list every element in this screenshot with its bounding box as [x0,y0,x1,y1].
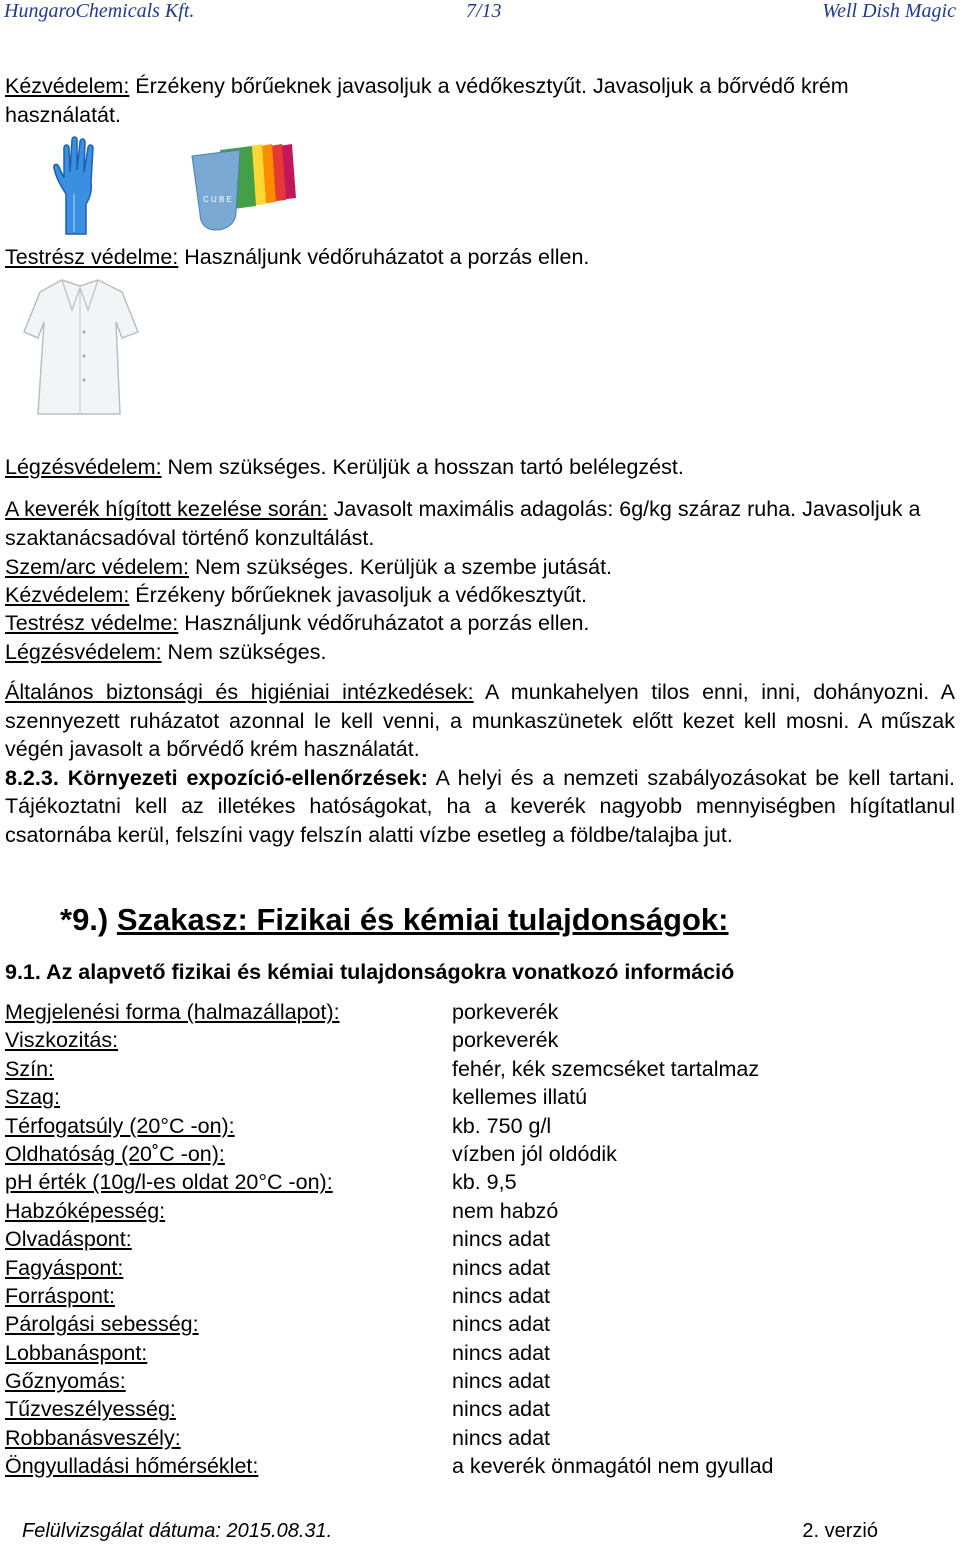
property-name: Szín: [5,1056,54,1081]
property-name: Megjelenési forma (halmazállapot): [5,1000,340,1024]
property-row [5,1083,955,1111]
body-protection-text-2: Használjunk védőruházatot a porzás ellen. [178,611,590,635]
property-row [5,1310,955,1338]
property-row [5,1140,955,1168]
header-product: Well Dish Magic [822,0,956,22]
eye-protection-label: Szem/arc védelem: [5,555,190,579]
property-row [5,1395,955,1423]
property-value: nincs adat [452,1312,551,1337]
eye-protection-paragraph [5,553,955,582]
lab-coat-icon [22,276,140,418]
property-row [5,1452,955,1480]
property-value: a keverék önmagától nem gyullad [452,1454,774,1479]
hand-protection-label: Kézvédelem: [5,74,130,98]
tube-label-text: C U B E [203,195,232,204]
property-name: Robbanásveszély: [5,1425,181,1450]
property-value: nincs adat [452,1340,551,1365]
respiratory-label-2: Légzésvédelem: [5,640,162,664]
eye-protection-text: Nem szükséges. Kerüljük a szembe jutását. [189,555,613,579]
respiratory-text: Nem szükséges. Kerüljük a hosszan tartó belélegzést. [161,455,684,479]
property-value: nincs adat [452,1227,551,1252]
hand-protection-paragraph [5,72,955,129]
property-value: nincs adat [452,1369,551,1394]
property-row [5,998,955,1026]
property-name: pH érték (10g/l-es oldat 20°C -on): [5,1170,333,1195]
property-value: fehér, kék szemcséket tartalmaz [452,1056,760,1081]
dilution-label: A keverék hígított kezelése során: [5,497,328,521]
hand-protection-paragraph-2 [5,581,955,610]
property-value: nincs adat [452,1283,551,1308]
dilution-paragraph [5,495,955,552]
property-name: Oldhatóság (20˚C -on): [5,1141,225,1166]
body-protection-paragraph-2 [5,609,955,638]
environmental-section-number: 8.2.3. [5,765,59,790]
body-protection-text: Használjunk védőruházatot a porzás ellen. [178,245,590,269]
property-value: porkeverék [452,1028,559,1053]
property-name: Forráspont: [5,1283,115,1308]
property-value: kb. 750 g/l [452,1113,552,1138]
section-9-1-heading: 9.1. Az alapvető fizikai és kémiai tulajdonságokra vonatkozó információ [5,960,735,984]
body-protection-paragraph [5,243,955,272]
hand-protection-text-2: Érzékeny bőrűeknek javasoljuk a védőkesztyűt. [129,583,588,607]
property-name: Szag: [5,1085,60,1110]
property-row [5,1197,955,1225]
page-header [4,0,956,24]
property-value: nincs adat [452,1255,551,1280]
property-value: kb. 9,5 [452,1170,517,1195]
general-hygiene-paragraph [5,678,955,849]
body-protection-label: Testrész védelme: [5,245,179,269]
header-page-number: 7/13 [466,0,502,22]
property-name: Viszkozitás: [5,1028,119,1053]
environmental-text: A helyi és a nemzeti szabályozásokat be kell tartani. Tájékoztatni kell az illetékes hatóságokat, ha a keverék nagyobb mennyiségben hígítatlanul csatornába kerül, felszíni vagy felszín alatti vízbe esetleg a földbe/talajba jut. [5,765,955,847]
general-hygiene-label: Általános biztonsági és higiéniai intézkedések: [5,680,474,704]
property-row [5,1282,955,1310]
cream-tubes-icon [190,138,300,234]
footer-version: 2. verzió [802,1520,878,1542]
footer-review-date: Felülvizsgálat dátuma: 2015.08.31. [22,1520,333,1542]
property-name: Gőznyomás: [5,1369,126,1394]
property-row [5,1339,955,1367]
property-value: nincs adat [452,1397,551,1422]
property-value: porkeverék [452,1000,559,1024]
property-name: Fagyáspont: [5,1255,124,1280]
property-name: Olvadáspont: [5,1227,132,1252]
page-footer [22,1520,878,1546]
property-value: vízben jól oldódik [452,1141,617,1166]
property-row [5,1026,955,1054]
property-name: Öngyulladási hőmérséklet: [5,1454,259,1479]
property-row [5,1225,955,1253]
respiratory-protection-paragraph [5,453,955,482]
glove-icon [52,134,102,236]
environmental-label: Környezeti expozíció-ellenőrzések: [58,765,428,790]
section-9-title: Szakasz: Fizikai és kémiai tulajdonságok: [116,902,729,937]
property-row [5,1168,955,1196]
property-row [5,1254,955,1282]
respiratory-protection-paragraph-2 [5,638,955,667]
property-value: kellemes illatú [452,1085,588,1110]
property-row [5,1112,955,1140]
properties-table [5,998,955,1481]
property-name: Lobbanáspont: [5,1340,148,1365]
property-row [5,1367,955,1395]
respiratory-text-2: Nem szükséges. [161,640,327,664]
body-protection-label-2: Testrész védelme: [5,611,179,635]
property-value: nem habzó [452,1198,559,1223]
property-name: Tűzveszélyesség: [5,1397,176,1422]
dilution-text: Javasolt maximális adagolás: 6g/kg száraz ruha. Javasoljuk a szaktanácsadóval történő konzultálást. [5,497,921,550]
property-value: nincs adat [452,1425,551,1450]
section-9-prefix: *9.) [60,902,109,937]
property-name: Habzóképesség: [5,1198,166,1223]
property-row [5,1424,955,1452]
property-name: Párolgási sebesség: [5,1312,199,1337]
property-name: Térfogatsúly (20°C -on): [5,1113,235,1138]
section-9-heading [60,900,729,940]
general-hygiene-text: A munkahelyen tilos enni, inni, dohányozni. A szennyezett ruházatot azonnal le kell venni, a munkaszünetek előtt kezet kell mosni. A műszak végén javasolt a bőrvédő krém használatát. [5,680,955,761]
respiratory-label: Légzésvédelem: [5,455,162,479]
header-company: HungaroChemicals Kft. [4,0,195,22]
hand-protection-label-2: Kézvédelem: [5,583,130,607]
property-row [5,1055,955,1083]
hand-protection-text: Érzékeny bőrűeknek javasoljuk a védőkesztyűt. Javasoljuk a bőrvédő krém használatát. [5,74,849,127]
